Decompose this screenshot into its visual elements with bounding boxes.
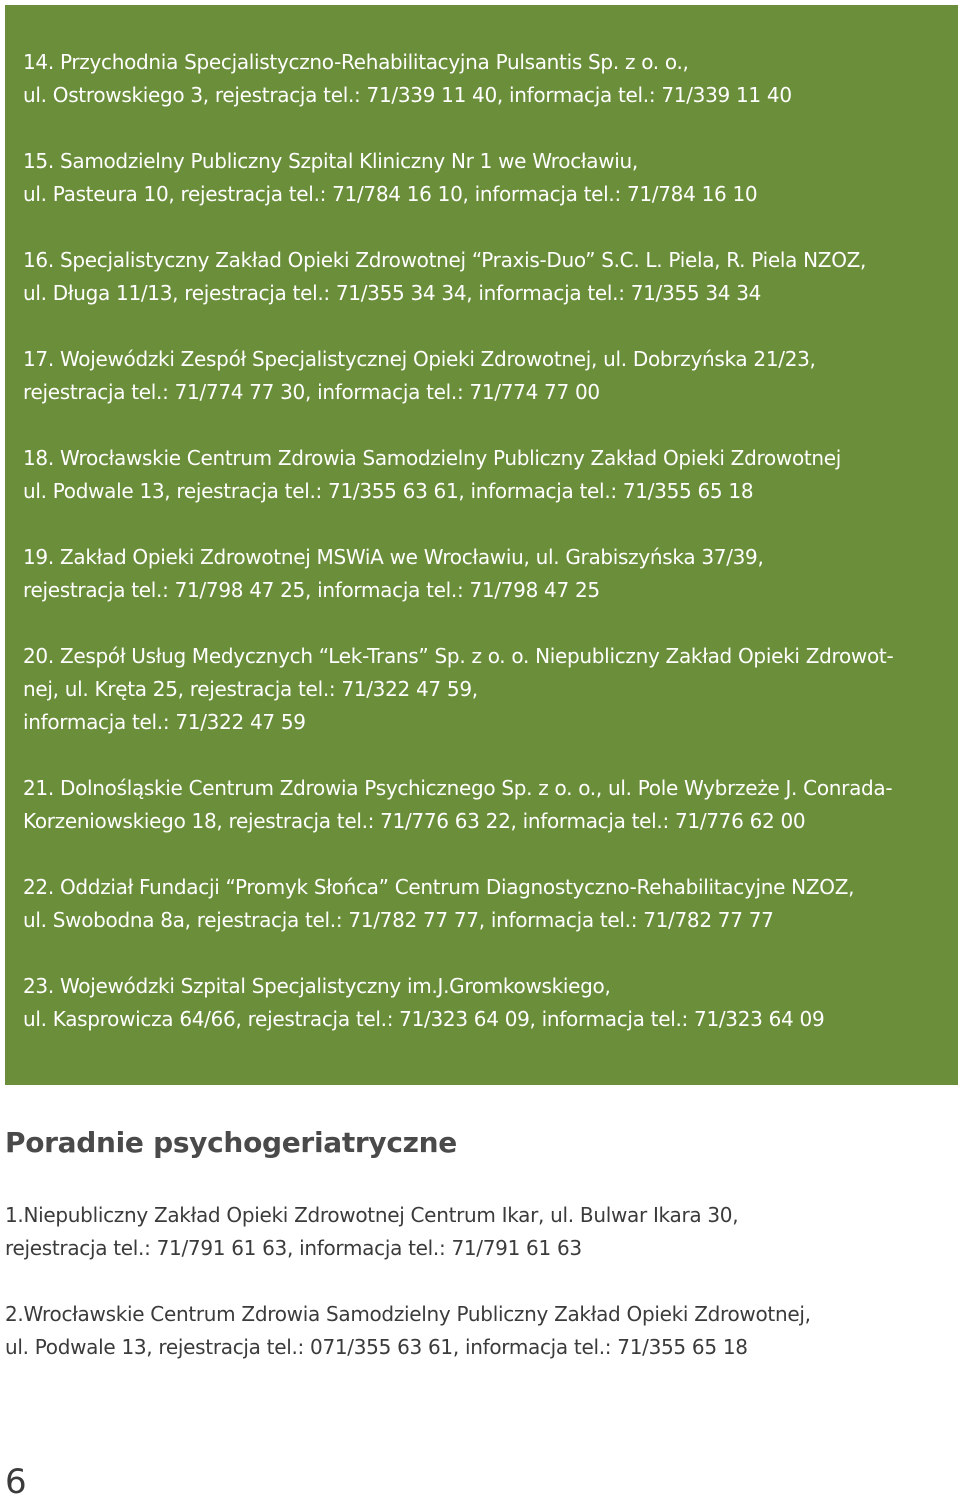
- clinic-entry: [23, 145, 938, 211]
- clinic-entry: [23, 541, 938, 607]
- clinic-entry: [23, 244, 938, 310]
- entry-line: 1.Niepubliczny Zakład Opieki Zdrowotnej Centrum Ikar, ul. Bulwar Ikara 30,: [5, 1203, 739, 1227]
- entry-line: 2.Wrocławskie Centrum Zdrowia Samodzielny Publiczny Zakład Opieki Zdrowotnej,: [5, 1302, 811, 1326]
- entry-line: ul. Pasteura 10, rejestracja tel.: 71/784 16 10, informacja tel.: 71/784 16 10: [23, 182, 758, 206]
- entry-line: ul. Swobodna 8a, rejestracja tel.: 71/782 77 77, informacja tel.: 71/782 77 77: [23, 908, 774, 932]
- entry-line: rejestracja tel.: 71/774 77 30, informacja tel.: 71/774 77 00: [23, 380, 600, 404]
- entry-line: 21. Dolnośląskie Centrum Zdrowia Psychicznego Sp. z o. o., ul. Pole Wybrzeże J. Conrada-: [23, 776, 893, 800]
- entry-line: rejestracja tel.: 71/791 61 63, informacja tel.: 71/791 61 63: [5, 1236, 582, 1260]
- entry-line: 20. Zespół Usług Medycznych “Lek-Trans” Sp. z o. o. Niepubliczny Zakład Opieki Zdrowot-: [23, 644, 894, 668]
- clinic-entry: [23, 442, 938, 508]
- section-title: Poradnie psychogeriatryczne: [5, 1126, 457, 1159]
- entry-line: ul. Długa 11/13, rejestracja tel.: 71/355 34 34, informacja tel.: 71/355 34 34: [23, 281, 762, 305]
- psychogeriatric-clinic-entry: [5, 1298, 945, 1364]
- clinic-entry: [23, 343, 938, 409]
- clinic-entry: [23, 772, 938, 838]
- entry-line: 18. Wrocławskie Centrum Zdrowia Samodzielny Publiczny Zakład Opieki Zdrowotnej: [23, 446, 842, 470]
- entry-line: 22. Oddział Fundacji “Promyk Słońca” Centrum Diagnostyczno-Rehabilitacyjne NZOZ,: [23, 875, 855, 899]
- entry-line: ul. Kasprowicza 64/66, rejestracja tel.: 71/323 64 09, informacja tel.: 71/323 64 09: [23, 1007, 825, 1031]
- entry-line: ul. Ostrowskiego 3, rejestracja tel.: 71/339 11 40, informacja tel.: 71/339 11 40: [23, 83, 792, 107]
- psychogeriatric-clinic-entry: [5, 1199, 945, 1265]
- clinic-entry: [23, 640, 938, 739]
- clinic-entry: [23, 970, 938, 1036]
- entry-line: 19. Zakład Opieki Zdrowotnej MSWiA we Wrocławiu, ul. Grabiszyńska 37/39,: [23, 545, 764, 569]
- clinic-entry: [23, 46, 938, 112]
- entry-line: informacja tel.: 71/322 47 59: [23, 710, 306, 734]
- entry-line: 14. Przychodnia Specjalistyczno-Rehabilitacyjna Pulsantis Sp. z o. o.,: [23, 50, 689, 74]
- entry-line: 17. Wojewódzki Zespół Specjalistycznej Opieki Zdrowotnej, ul. Dobrzyńska 21/23,: [23, 347, 816, 371]
- entry-line: rejestracja tel.: 71/798 47 25, informacja tel.: 71/798 47 25: [23, 578, 600, 602]
- entry-line: ul. Podwale 13, rejestracja tel.: 71/355 63 61, informacja tel.: 71/355 65 18: [23, 479, 754, 503]
- entry-line: Korzeniowskiego 18, rejestracja tel.: 71/776 63 22, informacja tel.: 71/776 62 00: [23, 809, 806, 833]
- clinic-list-panel: [5, 5, 958, 1085]
- entry-line: nej, ul. Kręta 25, rejestracja tel.: 71/322 47 59,: [23, 677, 478, 701]
- entry-line: 15. Samodzielny Publiczny Szpital Kliniczny Nr 1 we Wrocławiu,: [23, 149, 638, 173]
- clinic-list: [23, 46, 938, 1036]
- entry-line: 16. Specjalistyczny Zakład Opieki Zdrowotnej “Praxis-Duo” S.C. L. Piela, R. Piela NZOZ,: [23, 248, 867, 272]
- entry-line: ul. Podwale 13, rejestracja tel.: 071/355 63 61, informacja tel.: 71/355 65 18: [5, 1335, 748, 1359]
- psychogeriatric-clinic-list: [5, 1199, 945, 1397]
- page-number: 6: [5, 1462, 27, 1502]
- clinic-entry: [23, 871, 938, 937]
- entry-line: 23. Wojewódzki Szpital Specjalistyczny im.J.Gromkowskiego,: [23, 974, 611, 998]
